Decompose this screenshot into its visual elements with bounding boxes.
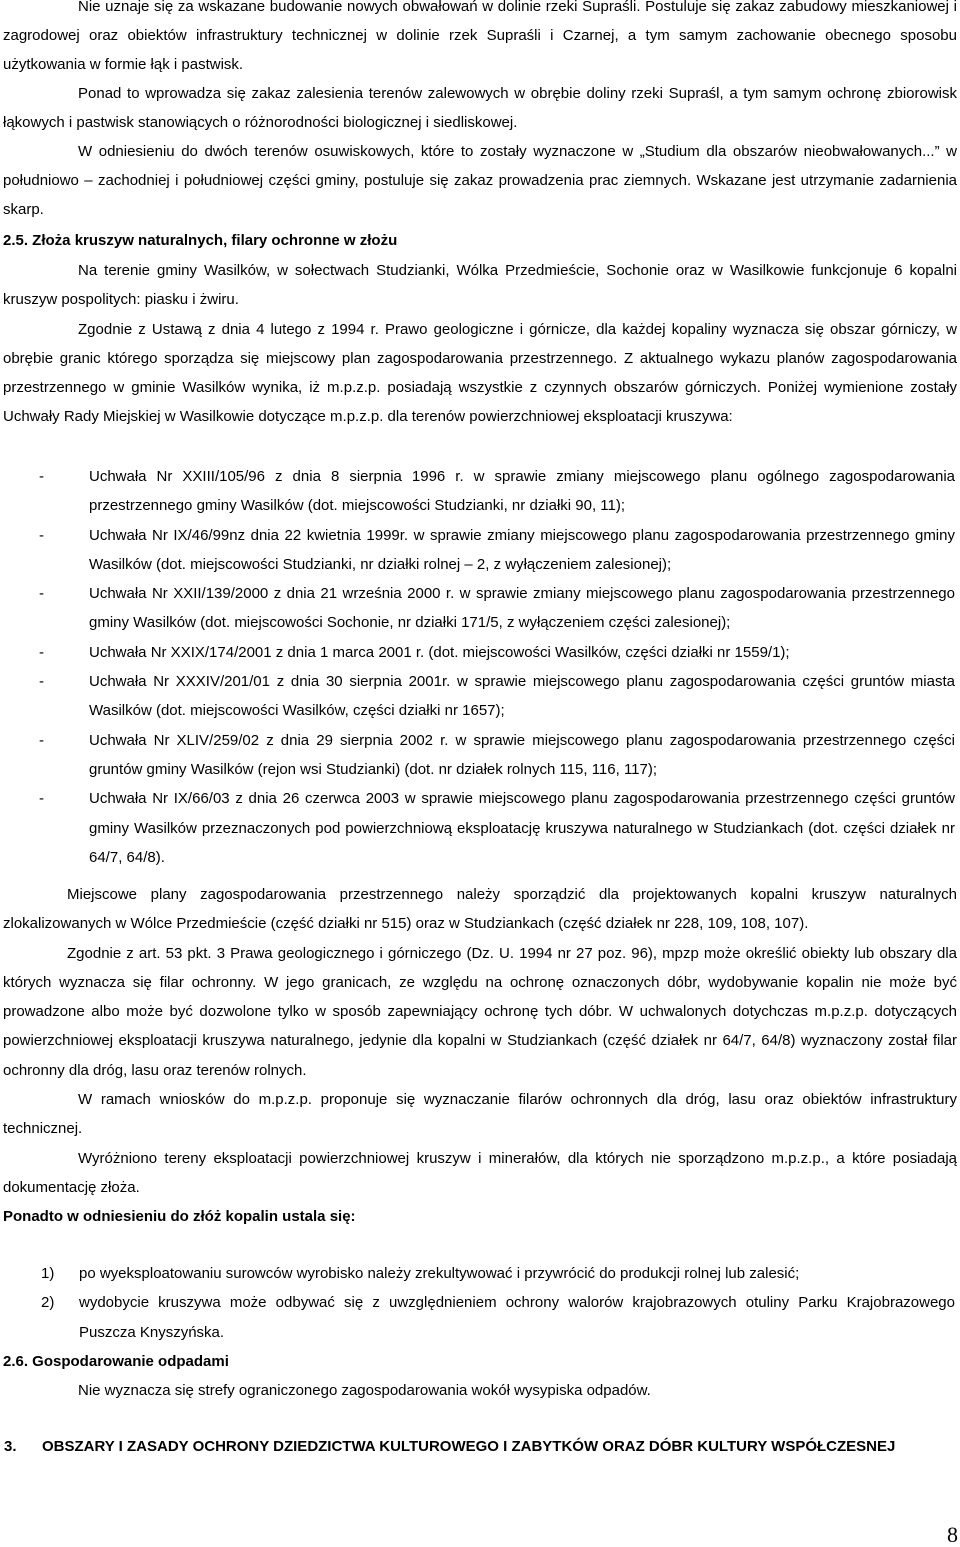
list-item bbox=[3, 521, 957, 580]
list-marker: - bbox=[39, 731, 44, 749]
paragraph-embankments: Nie uznaje się za wskazane budowanie nowych obwałowań w dolinie rzeki Supraśli. Postuluje się zakaz zabudowy mieszkaniowej i zagrodowej oraz obiektów infrastruktury technicznej w dolinie rzek Supraśli i Czarnej, a tym samym zachowanie obecnego sposobu użytkowania w formie łąk i pastwisk. bbox=[3, 0, 957, 73]
chapter-number: 3. bbox=[4, 1438, 17, 1455]
chapter-3-title bbox=[2, 1437, 956, 1457]
section-aggregates bbox=[3, 230, 957, 432]
list-marker: - bbox=[39, 526, 44, 544]
paragraph-planned-quarries: Miejscowe plany zagospodarowania przestrzennego należy sporządzić dla projektowanych kopalni kruszyw naturalnych zlokalizowanych w Wólce Przedmieście (część działki nr 515) oraz w Studziankach (część działek nr 228, 109, 108, 107). bbox=[3, 886, 957, 933]
section-protective-pillars bbox=[3, 880, 957, 1232]
paragraph-landslides: W odniesieniu do dwóch terenów osuwiskowych, które to zostały wyznaczone w „Studium dla obszarów nieobwałowanych...” w południowo – zachodniej i południowej części gminy, postuluje się zakaz prowadzenia prac ziemnych. Wskazane jest utrzymanie zadarnienia skarp. bbox=[3, 143, 957, 218]
list-number: 1) bbox=[41, 1265, 55, 1282]
list-item bbox=[3, 1288, 957, 1347]
paragraph-landfill: Nie wyznacza się strefy ograniczonego zagospodarowania wokół wysypiska odpadów. bbox=[78, 1382, 651, 1400]
rule-text: wydobycie kruszywa może odbywać się z uwzględnieniem ochrony walorów krajobrazowych otuliny Parku Krajobrazowego Puszcza Knyszyńska. bbox=[79, 1294, 955, 1341]
subheading-rules: Ponadto w odniesieniu do złóż kopalin ustala się: bbox=[3, 1208, 356, 1226]
resolution-text: Uchwała Nr XLIV/259/02 z dnia 29 sierpnia 2002 r. w sprawie miejscowego planu zagospodarowania przestrzennego części gruntów gminy Wasilków (rejon wsi Studzianki) (dot. nr działek rolnych 115, 116, 117); bbox=[89, 731, 955, 778]
paragraph-exploitation-areas: Wyróżniono tereny eksploatacji powierzchniowej kruszyw i minerałów, dla których nie sporządzono m.p.z.p., a które posiadają dokumentację złoża. bbox=[3, 1149, 957, 1196]
paragraph-proposals: W ramach wniosków do m.p.z.p. proponuje się wyznaczanie filarów ochronnych dla dróg, lasu oraz obiektów infrastruktury technicznej. bbox=[3, 1091, 957, 1138]
list-item bbox=[3, 638, 957, 667]
rule-text: po wyeksploatowaniu surowców wyrobisko należy zrekultywować i przywrócić do produkcji rolnej lub zalesić; bbox=[79, 1265, 800, 1282]
rules-list bbox=[3, 1259, 957, 1347]
page-number: 8 bbox=[947, 1522, 958, 1547]
list-item bbox=[3, 462, 957, 521]
section-heading-2-6: 2.6. Gospodarowanie odpadami bbox=[3, 1353, 229, 1370]
list-item bbox=[3, 667, 957, 726]
list-item bbox=[3, 726, 957, 785]
section-river-valley bbox=[3, 0, 957, 224]
list-item bbox=[3, 784, 957, 872]
resolutions-list bbox=[3, 462, 957, 872]
list-item bbox=[3, 1259, 957, 1288]
chapter-heading bbox=[2, 1437, 956, 1457]
resolution-text: Uchwała Nr IX/66/03 z dnia 26 czerwca 2003 w sprawie miejscowego planu zagospodarowania przestrzennego części gruntów gminy Wasilków przeznaczonych pod powierzchniową eksploatację kruszywa naturalnego w Studziankach (dot. części działek nr 64/7, 64/8). bbox=[89, 790, 955, 866]
list-marker: - bbox=[39, 585, 44, 603]
list-item bbox=[3, 579, 957, 638]
resolution-text: Uchwała Nr XXII/139/2000 z dnia 21 września 2000 r. w sprawie zmiany miejscowego planu zagospodarowania przestrzennego gminy Wasilków (dot. miejscowości Sochonie, nr działki 171/5, z wyłączeniem części zalesionej); bbox=[89, 585, 955, 632]
list-number: 2) bbox=[41, 1294, 55, 1312]
resolution-text: Uchwała Nr XXXIV/201/01 z dnia 30 sierpnia 2001r. w sprawie miejscowego planu zagospodarowania części gruntów miasta Wasilków (dot. miejscowości Wasilków, części działki nr 1657); bbox=[89, 673, 955, 720]
resolution-text: Uchwała Nr XXIX/174/2001 z dnia 1 marca 2001 r. (dot. miejscowości Wasilków, części działki nr 1559/1); bbox=[89, 643, 790, 661]
resolution-text: Uchwała Nr XXIII/105/96 z dnia 8 sierpnia 1996 r. w sprawie zmiany miejscowego planu ogólnego zagospodarowania przestrzennego gminy Wasilków (dot. miejscowości Studzianki, nr działki 90, 11); bbox=[89, 468, 955, 515]
paragraph-quarries: Na terenie gminy Wasilków, w sołectwach Studzianki, Wólka Przedmieście, Sochonie oraz w Wasilkowie funkcjonuje 6 kopalni kruszyw pospolitych: piasku i żwiru. bbox=[3, 262, 957, 309]
section-waste bbox=[3, 1347, 957, 1406]
list-marker: - bbox=[39, 790, 44, 808]
paragraph-mining-law: Zgodnie z Ustawą z dnia 4 lutego z 1994 r. Prawo geologiczne i górnicze, dla każdej kopaliny wyznacza się obszar górniczy, w obrębie granic którego sporządza się miejscowy plan zagospodarowania przestrzennego. Z aktualnego wykazu planów zagospodarowania przestrzennego w gminie Wasilków wynika, iż m.p.z.p. posiadają wszystkie z czynnych obszarów górniczych. Poniżej wymienione zostały Uchwały Rady Miejskiej w Wasilkowie dotyczące m.p.z.p. dla terenów powierzchniowej eksploatacji kruszywa: bbox=[3, 320, 957, 426]
list-marker: - bbox=[39, 468, 44, 485]
chapter-text: OBSZARY I ZASADY OCHRONY DZIEDZICTWA KULTUROWEGO I ZABYTKÓW ORAZ DÓBR KULTURY WSPÓŁCZESNEJ bbox=[42, 1438, 896, 1455]
list-marker: - bbox=[39, 673, 44, 691]
paragraph-article-53: Zgodnie z art. 53 pkt. 3 Prawa geologicznego i górniczego (Dz. U. 1994 nr 27 poz. 96), mpzp może określić obiekty lub obszary dla których wyznacza się filar ochronny. W jego granicach, ze względu na ochronę oznaczonych dóbr, wydobywanie kopalin nie może być prowadzone albo może być dozwolone tylko w sposób zapewniający ochronę tych dóbr. W uchwalonych dotychczas m.p.z.p. dotyczących powierzchniowej eksploatacji kruszywa naturalnego, jedynie dla kopalni w Studziankach (część działek nr 64/7, 64/8) wyznaczony został filar ochronny dla dróg, lasu oraz terenów rolnych. bbox=[3, 944, 957, 1079]
paragraph-afforestation-ban: Ponad to wprowadza się zakaz zalesienia terenów zalewowych w obrębie doliny rzeki Supraśl, a tym samym ochronę zbiorowisk łąkowych i pastwisk stanowiących o różnorodności biologicznej i siedliskowej. bbox=[3, 85, 957, 131]
resolution-text: Uchwała Nr IX/46/99nz dnia 22 kwietnia 1999r. w sprawie zmiany miejscowego planu zagospodarowania przestrzennego gminy Wasilków (dot. miejscowości Studzianki, nr działki rolnej – 2, z wyłączeniem zalesionej); bbox=[89, 526, 955, 573]
section-heading-2-5: 2.5. Złoża kruszyw naturalnych, filary ochronne w złożu bbox=[3, 232, 398, 249]
list-marker: - bbox=[39, 643, 44, 661]
